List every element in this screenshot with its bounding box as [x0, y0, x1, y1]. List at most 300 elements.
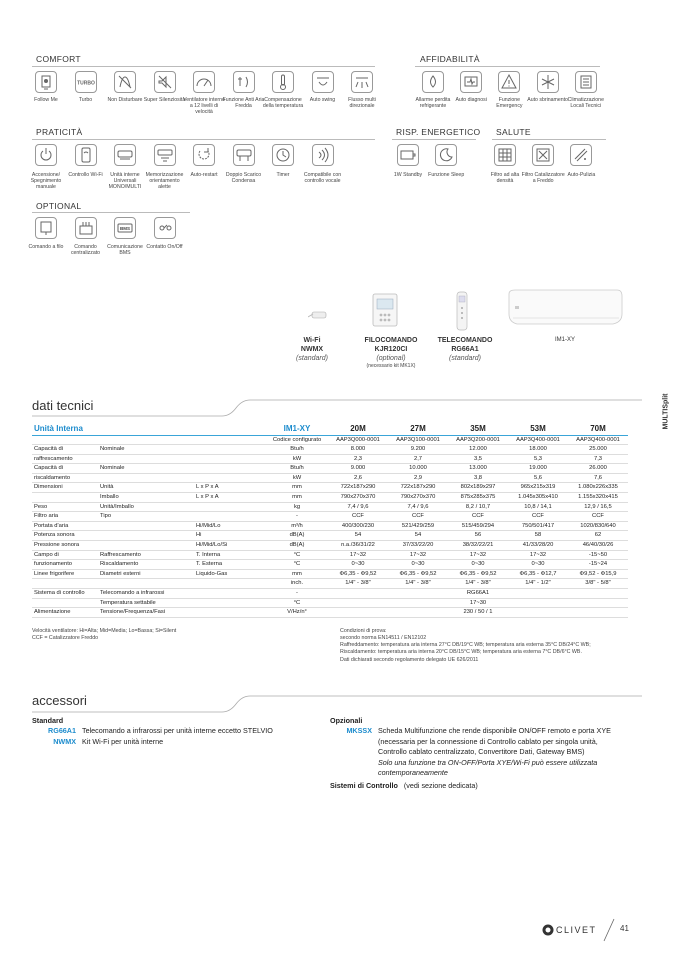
row-value: -15~24: [568, 560, 628, 570]
sleep-icon: [435, 144, 457, 166]
icon-caption: Accensione/ Spegnimento manuale: [30, 172, 62, 191]
note-right-4: Dati dichiarati secondo regolamento delegato UE 626/2011: [340, 656, 479, 663]
opzionali-code: MKSSX: [346, 726, 372, 736]
row-value: 19.000: [508, 464, 568, 474]
product-indoor-caption: [535, 337, 595, 345]
row-label-b: [98, 579, 194, 589]
row-value: 37/33/22/20: [388, 541, 448, 551]
row-label-c: [194, 598, 266, 608]
timer-icon: [272, 144, 294, 166]
clivet-logo-icon: [542, 924, 554, 936]
row-unit: -: [266, 589, 328, 599]
row-value: 0~30: [508, 560, 568, 570]
row-unit: Codice configurato: [266, 435, 328, 445]
dati-tecnici-title: dati tecnici: [32, 398, 94, 413]
row-value: RG66A1: [328, 589, 628, 599]
row-label-b: Tensione/Frequenza/Fasi: [98, 608, 194, 618]
unit-label: Unità Interna: [32, 424, 266, 435]
row-label-a: raffrescamento: [32, 454, 98, 464]
row-value: Φ6,35 - Φ9,52: [448, 569, 508, 579]
row-unit: inch.: [266, 579, 328, 589]
row-value: AAP3Q400-0001: [508, 435, 568, 445]
wifi-dongle-image: [308, 307, 330, 323]
standby-icon: [397, 144, 419, 166]
row-value: 7,4 / 9,6: [388, 502, 448, 512]
product-remote-sub: (standard): [449, 354, 481, 362]
row-value: 2,9: [388, 473, 448, 483]
row-value: 965x215x319: [508, 483, 568, 493]
row-label-b: Imballo: [98, 493, 194, 503]
leak-alarm-icon: [422, 71, 444, 93]
self-clean-icon: [570, 144, 592, 166]
table-row: [32, 445, 628, 455]
silent-icon: [154, 71, 176, 93]
row-unit: Btu/h: [266, 445, 328, 455]
row-label-a: Dimensioni: [32, 483, 98, 493]
row-label-c: [194, 608, 266, 618]
row-value: 8,2 / 10,7: [448, 502, 508, 512]
row-label-b: Unità: [98, 483, 194, 493]
table-row: [32, 589, 628, 599]
row-unit: mm: [266, 493, 328, 503]
row-unit: °C: [266, 560, 328, 570]
row-value: 5,6: [508, 473, 568, 483]
icon-caption: Allarme perdita refrigerante: [415, 97, 451, 110]
icon-caption: Flusso multi direzionale: [348, 97, 376, 110]
table-row: [32, 531, 628, 541]
section-divider: [392, 139, 476, 140]
row-label-c: Hi/Mid/Lo/Si: [194, 541, 266, 551]
row-unit: -: [266, 512, 328, 522]
footer: [540, 918, 650, 942]
voice-control-icon: [312, 144, 334, 166]
icon-caption: Unità interne Universali MONO/MULTI: [108, 172, 142, 191]
section-label-risp-energetico: RISP. ENERGETICO: [396, 127, 481, 137]
row-value: 62: [568, 531, 628, 541]
table-row: [32, 550, 628, 560]
row-label-a: Filtro aria: [32, 512, 98, 522]
product-wired-name: FILOCOMANDO: [364, 337, 418, 344]
table-row: [32, 541, 628, 551]
icon-caption: Compatibile con controllo vocale: [303, 172, 342, 185]
size-header: 20M: [328, 424, 388, 435]
row-label-a: Campo di: [32, 550, 98, 560]
row-value: AAP3Q200-0001: [448, 435, 508, 445]
row-label-c: [194, 445, 266, 455]
row-value: 38/32/22/21: [448, 541, 508, 551]
footer-divider: [602, 918, 616, 942]
row-label-c: Hi: [194, 531, 266, 541]
row-unit: kW: [266, 454, 328, 464]
icon-caption: Auto-restart: [190, 172, 218, 178]
row-value: 1020/830/640: [568, 521, 628, 531]
auto-restart-icon: [193, 144, 215, 166]
table-row: [32, 569, 628, 579]
sistemi-desc: (vedi sezione dedicata): [403, 780, 478, 790]
row-value: 1.155x320x415: [568, 493, 628, 503]
row-value: 46/40/30/26: [568, 541, 628, 551]
tech-room-icon: [575, 71, 597, 93]
row-value: 41/33/28/20: [508, 541, 568, 551]
icon-caption: Super Silenziosità: [143, 97, 186, 103]
row-label-a: [32, 598, 98, 608]
standard-block: [32, 716, 322, 747]
product-wired-code: KJR120CI: [374, 345, 408, 353]
section-label-praticita: PRATICITÀ: [36, 127, 83, 137]
note-left-1: CCF = Catalizzatore Freddo: [32, 635, 99, 642]
row-value: AAP3Q400-0001: [568, 435, 628, 445]
row-label-b: [98, 435, 194, 445]
row-value: 25.000: [568, 445, 628, 455]
row-label-b: [98, 531, 194, 541]
row-value: 2,3: [328, 454, 388, 464]
row-label-c: Hi/Mid/Lo: [194, 521, 266, 531]
row-value: 1/4" - 1/2": [508, 579, 568, 589]
product-wired-extra: (necessario kit MK1X): [366, 363, 416, 370]
section-label-salute: SALUTE: [496, 127, 531, 137]
note-right-3: Riscaldamento: temperatura aria interna 20°C DB/15°C WB; temperatura aria esterna 7°C DB/6°C WB.: [340, 649, 582, 656]
universal-unit-icon: [114, 144, 136, 166]
product-wifi-code: NWMX: [300, 345, 324, 353]
opzionali-desc: Scheda Multifunzione che rende disponibile ON/OFF remoto e porta XYE (necessaria per la connessione di Controllo cablato per singola unità, Controllo cablato centralizzato, Convertitore Dati, Gateway BMS): [378, 726, 611, 757]
size-header: 53M: [508, 424, 568, 435]
page-number: 41: [620, 924, 629, 933]
table-row: [32, 608, 628, 618]
section-divider: [32, 66, 375, 67]
sistemi-item: [330, 781, 620, 791]
brand-name: CLIVET: [556, 925, 597, 935]
icon-caption: Auto diagnosi: [455, 97, 487, 103]
row-value: 1.080x226x335: [568, 483, 628, 493]
table-row: [32, 560, 628, 570]
section-label-optional: OPTIONAL: [36, 201, 82, 211]
products-area: [290, 285, 630, 385]
accessori-title: accessori: [32, 693, 87, 708]
icon-caption: Follow Me: [34, 97, 58, 103]
row-value: CCF: [448, 512, 508, 522]
wired-controller-image: [372, 293, 398, 327]
title-rule: [32, 398, 642, 418]
sistemi-label: Sistemi di Controllo: [330, 780, 398, 790]
do-not-disturb-icon: [114, 71, 136, 93]
table-row: [32, 454, 628, 464]
icon-caption: Funzione Anti Aria Fredda: [222, 97, 265, 110]
bms-icon: [114, 217, 136, 239]
row-value: 9.000: [328, 464, 388, 474]
row-value: 1.045x305x410: [508, 493, 568, 503]
note-right-0: Condizioni di prova:: [340, 628, 387, 634]
row-label-c: [194, 464, 266, 474]
opzionali-label: Opzionali: [330, 716, 363, 725]
row-value: 400/300/230: [328, 521, 388, 531]
row-value: n.a./36/31/22: [328, 541, 388, 551]
note-right-1: secondo norma EN14511 / EN12102: [340, 635, 427, 642]
size-header: 35M: [448, 424, 508, 435]
spec-table: [32, 424, 628, 618]
row-value: 17~32: [328, 550, 388, 560]
size-header: 70M: [568, 424, 628, 435]
row-unit: mm: [266, 569, 328, 579]
standard-code: NWMX: [53, 736, 76, 746]
row-value: CCF: [568, 512, 628, 522]
row-value: 521/429/259: [388, 521, 448, 531]
high-density-filter-icon: [494, 144, 516, 166]
row-label-a: Peso: [32, 502, 98, 512]
section-label-affidabilita: AFFIDABILITÀ: [420, 54, 480, 64]
anti-cold-air-icon: [233, 71, 255, 93]
row-value: Φ6,35 - Φ9,52: [388, 569, 448, 579]
row-value: 58: [508, 531, 568, 541]
icon-caption: Timer: [276, 172, 290, 178]
table-row: [32, 502, 628, 512]
row-value: 0~30: [448, 560, 508, 570]
icon-caption: Climatizzazione Locali Tecnici: [567, 97, 604, 110]
row-value: 7,6: [568, 473, 628, 483]
row-label-a: Pressione sonora: [32, 541, 98, 551]
icon-caption: Compensazione della temperatura: [262, 97, 304, 110]
accessori-rule: [32, 694, 642, 714]
row-label-c: L x P x A: [194, 493, 266, 503]
row-label-c: [194, 502, 266, 512]
row-label-b: Temperatura settabile: [98, 598, 194, 608]
icon-caption: Comando centralizzato: [70, 244, 101, 257]
product-wired-sub: (optional): [376, 354, 406, 362]
row-label-c: [194, 589, 266, 599]
row-unit: °C: [266, 598, 328, 608]
remote-control-image: [456, 291, 468, 331]
icon-caption: Auto-Pulizia: [567, 172, 596, 178]
swing-icon: [312, 71, 334, 93]
row-value: 54: [328, 531, 388, 541]
row-unit: kg: [266, 502, 328, 512]
row-value: -15~50: [568, 550, 628, 560]
row-value: 5,3: [508, 454, 568, 464]
row-value: 722x187x290: [388, 483, 448, 493]
power-button-icon: [35, 144, 57, 166]
table-row: [32, 473, 628, 483]
opzionali-block: [330, 716, 620, 791]
standard-desc: Telecomando a infrarossi per unità interne eccetto STELVIO: [82, 726, 273, 736]
row-label-a: Capacità di: [32, 464, 98, 474]
fan-speed-icon: [193, 71, 215, 93]
row-label-a: [32, 435, 98, 445]
row-value: 2,7: [388, 454, 448, 464]
row-label-c: L x P x A: [194, 483, 266, 493]
row-value: 1/4" - 3/8": [448, 579, 508, 589]
louver-memory-icon: [154, 144, 176, 166]
opzionali-note: Solo una funzione tra ON-OFF/Porta XYE/Wi-Fi può essere utilizzata contemporaneamente: [378, 757, 598, 778]
section-divider: [415, 66, 600, 67]
row-value: 10,8 / 14,1: [508, 502, 568, 512]
row-label-b: Raffrescamento: [98, 550, 194, 560]
row-value: 17~32: [388, 550, 448, 560]
icon-caption: Filtro ad alta densità: [490, 172, 520, 185]
note-right-2: Raffreddamento: temperatura aria interna 27°C DB/19°C WB; temperatura aria esterna 35°C DB/24°C WB;: [340, 642, 591, 649]
row-label-c: [194, 579, 266, 589]
icon-caption: Non Disturbare: [107, 97, 143, 103]
icon-caption: Turbo: [78, 97, 93, 103]
table-row: [32, 483, 628, 493]
row-value: 10.000: [388, 464, 448, 474]
row-value: AAP3Q100-0001: [388, 435, 448, 445]
row-value: 12.000: [448, 445, 508, 455]
side-tab-label: MULTISplit: [662, 393, 670, 430]
product-indoor-name: IM1-XY: [554, 337, 575, 343]
icon-caption: Ventilatore interno a 12 livelli di velocità: [183, 97, 225, 116]
row-value: 13.000: [448, 464, 508, 474]
row-value: 3,8: [448, 473, 508, 483]
central-control-icon: [75, 217, 97, 239]
row-value: 230 / 50 / 1: [328, 608, 628, 618]
product-wifi-caption: [282, 337, 342, 363]
product-remote-caption: [430, 337, 500, 363]
row-unit: V/Hz/n°: [266, 608, 328, 618]
row-label-c: [194, 473, 266, 483]
on-off-contact-icon: [154, 217, 176, 239]
svg-text:TURBO: TURBO: [76, 80, 95, 87]
row-label-b: Riscaldamento: [98, 560, 194, 570]
row-label-a: Alimentazione: [32, 608, 98, 618]
product-remote-code: RG66A1: [451, 345, 479, 353]
standard-desc: Kit Wi-Fi per unità interne: [82, 736, 164, 746]
follow-me-icon: [35, 71, 57, 93]
row-label-a: Portata d'aria: [32, 521, 98, 531]
row-value: 26.000: [568, 464, 628, 474]
row-value: 12,9 / 16,5: [568, 502, 628, 512]
row-label-a: Linee frigorifere: [32, 569, 98, 579]
standard-item: [32, 737, 322, 747]
row-unit: Btu/h: [266, 464, 328, 474]
icon-caption: Funzione Sleep: [428, 172, 465, 178]
row-label-b: Unità/Imballo: [98, 502, 194, 512]
row-value: 18.000: [508, 445, 568, 455]
row-value: 0~30: [328, 560, 388, 570]
section-divider: [32, 212, 190, 213]
row-label-c: [194, 512, 266, 522]
row-value: 1/4" - 3/8": [328, 579, 388, 589]
row-value: AAP3Q000-0001: [328, 435, 388, 445]
wifi-control-icon: [75, 144, 97, 166]
standard-item: [32, 726, 322, 736]
thermometer-icon: [272, 71, 294, 93]
row-value: 0~30: [388, 560, 448, 570]
opzionali-item: [330, 726, 620, 757]
icon-caption: Filtro Catalizzatore a Freddo: [521, 172, 565, 185]
icon-caption: Auto swing: [309, 97, 336, 103]
table-row: [32, 512, 628, 522]
standard-code: RG66A1: [48, 726, 76, 736]
note-left-0: Velocità ventilatore: Hi=Alta; Mid=Media; Lo=Bassa; Si=Silent: [32, 628, 177, 634]
side-tab: [659, 392, 673, 438]
row-label-c: T. Esterna: [194, 560, 266, 570]
row-unit: m³/h: [266, 521, 328, 531]
wired-control-icon: [35, 217, 57, 239]
row-label-a: [32, 493, 98, 503]
row-unit: dB(A): [266, 531, 328, 541]
row-label-b: Nominale: [98, 445, 194, 455]
defrost-icon: [537, 71, 559, 93]
row-value: 56: [448, 531, 508, 541]
model-label: IM1-XY: [266, 424, 328, 435]
section-divider: [32, 139, 375, 140]
row-label-a: [32, 579, 98, 589]
row-value: 3,5: [448, 454, 508, 464]
row-label-b: Telecomando a infrarossi: [98, 589, 194, 599]
row-value: 875x285x375: [448, 493, 508, 503]
row-label-c: [194, 454, 266, 464]
icon-caption: Comando a filo: [28, 244, 64, 250]
row-value: 790x270x370: [328, 493, 388, 503]
row-label-a: Sistema di controllo: [32, 589, 98, 599]
product-wired-caption: [346, 337, 436, 370]
row-value: 750/501/417: [508, 521, 568, 531]
icon-caption: 1W Standby: [393, 172, 423, 178]
row-label-b: [98, 541, 194, 551]
emergency-icon: [498, 71, 520, 93]
row-value: 17~30: [328, 598, 628, 608]
table-row: [32, 464, 628, 474]
row-value: CCF: [508, 512, 568, 522]
notes-right: [340, 628, 616, 664]
product-wifi-sub: (standard): [296, 354, 328, 362]
standard-label: Standard: [32, 716, 64, 725]
row-label-a: funzionamento: [32, 560, 98, 570]
row-value: 1/4" - 3/8": [388, 579, 448, 589]
product-wifi-name: Wi-Fi: [303, 337, 321, 344]
row-value: 515/459/294: [448, 521, 508, 531]
row-label-a: Capacità di: [32, 445, 98, 455]
row-label-a: Potenza sonora: [32, 531, 98, 541]
table-row: [32, 521, 628, 531]
row-unit: mm: [266, 483, 328, 493]
table-row: [32, 579, 628, 589]
icon-caption: Comunicazione BMS: [107, 244, 143, 257]
icon-caption: Funzione Emergency: [496, 97, 523, 110]
row-value: 17~32: [508, 550, 568, 560]
row-value: Φ9,52 - Φ15,9: [568, 569, 628, 579]
row-value: 17~32: [448, 550, 508, 560]
row-label-b: [98, 473, 194, 483]
row-value: 3/8" - 5/8": [568, 579, 628, 589]
row-value: Φ6,35 - Φ9,52: [328, 569, 388, 579]
diagnosis-icon: [460, 71, 482, 93]
row-label-c: [194, 435, 266, 445]
size-header: 27M: [388, 424, 448, 435]
spec-header-row: [32, 424, 628, 435]
row-label-a: riscaldamento: [32, 473, 98, 483]
cold-catalyst-filter-icon: [532, 144, 554, 166]
table-row: [32, 435, 628, 445]
row-value: 54: [388, 531, 448, 541]
notes-left: [32, 628, 292, 642]
row-label-b: Diametri esterni: [98, 569, 194, 579]
row-value: CCF: [388, 512, 448, 522]
row-label-b: Tipo: [98, 512, 194, 522]
svg-text:BMS: BMS: [120, 226, 130, 231]
row-value: Φ6,35 - Φ12,7: [508, 569, 568, 579]
double-drain-icon: [233, 144, 255, 166]
multi-flow-icon: [351, 71, 373, 93]
icon-caption: Controllo Wi-Fi: [68, 172, 103, 178]
row-unit: kW: [266, 473, 328, 483]
turbo-icon: [75, 71, 97, 93]
row-value: 8.000: [328, 445, 388, 455]
table-row: [32, 493, 628, 503]
row-value: CCF: [328, 512, 388, 522]
product-remote-name: TELECOMANDO: [437, 337, 493, 344]
row-unit: dB(A): [266, 541, 328, 551]
row-value: 9.200: [388, 445, 448, 455]
